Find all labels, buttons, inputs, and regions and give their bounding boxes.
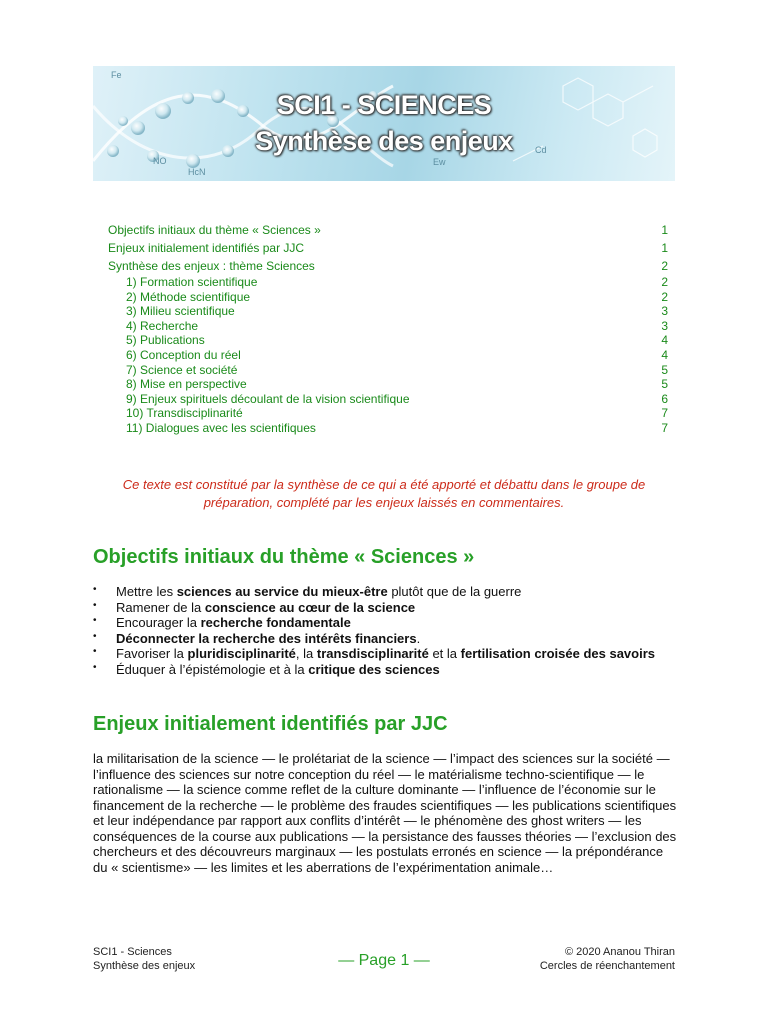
section-heading-issues: Enjeux initialement identifiés par JJC bbox=[93, 713, 448, 735]
page-number: — Page 1 — bbox=[338, 952, 430, 969]
toc-subentry[interactable]: 10) Transdisciplinarité 7 bbox=[126, 406, 668, 421]
toc-subentry[interactable]: 2) Méthode scientifique 2 bbox=[126, 289, 668, 304]
section-heading-objectives: Objectifs initiaux du thème « Sciences » bbox=[93, 546, 475, 568]
toc-subentry[interactable]: 5) Publications 4 bbox=[126, 333, 668, 348]
list-item: • Favoriser la pluridisciplinarité, la transdisciplinarité et la fertilisation croisée des savoirs bbox=[93, 646, 656, 662]
molecule-label: HcN bbox=[188, 167, 206, 177]
toc-subentry[interactable]: 1) Formation scientifique 2 bbox=[126, 275, 668, 289]
objectives-list bbox=[93, 584, 675, 678]
toc-entry[interactable]: Synthèse des enjeux : thème Sciences 2 bbox=[108, 259, 668, 273]
dna-molecule-illustration bbox=[93, 66, 675, 181]
issues-paragraph: la militarisation de la science — le prolétariat de la science — l’impact des sciences sur la société — l’influence des sciences sur notre conception du réel — le matérialisme techno-scientifique — le rationalisme — la science comme reflet de la culture dominante — l’influence de l’économie sur le financement de la recherche — le problème des fraudes scientifiques — les publications scientifiques et leur indépendance par rapport aux conflits d’intérêt — le phénomène des ghost writers — les conséquences de la course aux publications — la persistance des fausses théories — l’exclusion des chercheurs et des découvreurs marginaux — les postulats erronés en science — la prépondérance du « scientisme» — les limites et les aberrations de l’expérimentation animale… bbox=[93, 751, 677, 875]
toc-entry[interactable]: Objectifs initiaux du thème « Sciences » 1 bbox=[108, 223, 668, 237]
footer-copyright: © 2020 Ananou Thiran bbox=[564, 946, 675, 958]
list-item: • Déconnecter la recherche des intérêts financiers. bbox=[93, 630, 421, 646]
toc-subentry[interactable]: 8) Mise en perspective 5 bbox=[126, 377, 668, 392]
footer-doc-title: Synthèse des enjeux bbox=[93, 960, 196, 972]
toc-subentry[interactable]: 9) Enjeux spirituels découlant de la vision scientifique 6 bbox=[126, 391, 668, 406]
toc-subentry[interactable]: 11) Dialogues avec les scientifiques 7 bbox=[126, 420, 668, 435]
toc-subentry[interactable]: 3) Milieu scientifique 3 bbox=[126, 304, 668, 319]
footer-organization: Cercles de réenchantement bbox=[539, 960, 675, 972]
toc-subentry[interactable]: 7) Science et société 5 bbox=[126, 362, 668, 377]
list-item: • Éduquer à l’épistémologie et à la critique des sciences bbox=[93, 661, 440, 677]
header-banner bbox=[93, 66, 675, 181]
toc-entry[interactable]: Enjeux initialement identifiés par JJC 1 bbox=[108, 241, 668, 255]
molecule-label: Cd bbox=[535, 145, 547, 155]
table-of-contents bbox=[108, 221, 668, 436]
footer-right bbox=[540, 945, 675, 973]
toc-subentry[interactable]: 4) Recherche 3 bbox=[126, 318, 668, 333]
banner-title-line1: SCI1 - SCIENCES bbox=[276, 90, 492, 120]
footer-doc-code: SCI1 - Sciences bbox=[93, 946, 172, 958]
toc-subentry[interactable]: 6) Conception du réel 4 bbox=[126, 347, 668, 362]
list-item: • Encourager la recherche fondamentale bbox=[93, 615, 351, 631]
molecule-label: NO bbox=[153, 156, 167, 166]
banner-title-line2: Synthèse des enjeux bbox=[255, 126, 513, 156]
molecule-label: Ew bbox=[433, 157, 446, 167]
intro-note: Ce texte est constitué par la synthèse de ce qui a été apporté et débattu dans le groupe de préparation, complété par les enjeux laissés en commentaires. bbox=[122, 477, 646, 510]
list-item: • Mettre les sciences au service du mieux-être plutôt que de la guerre bbox=[93, 584, 522, 599]
list-item: • Ramener de la conscience au cœur de la science bbox=[93, 599, 416, 615]
molecule-label: Fe bbox=[111, 70, 122, 80]
